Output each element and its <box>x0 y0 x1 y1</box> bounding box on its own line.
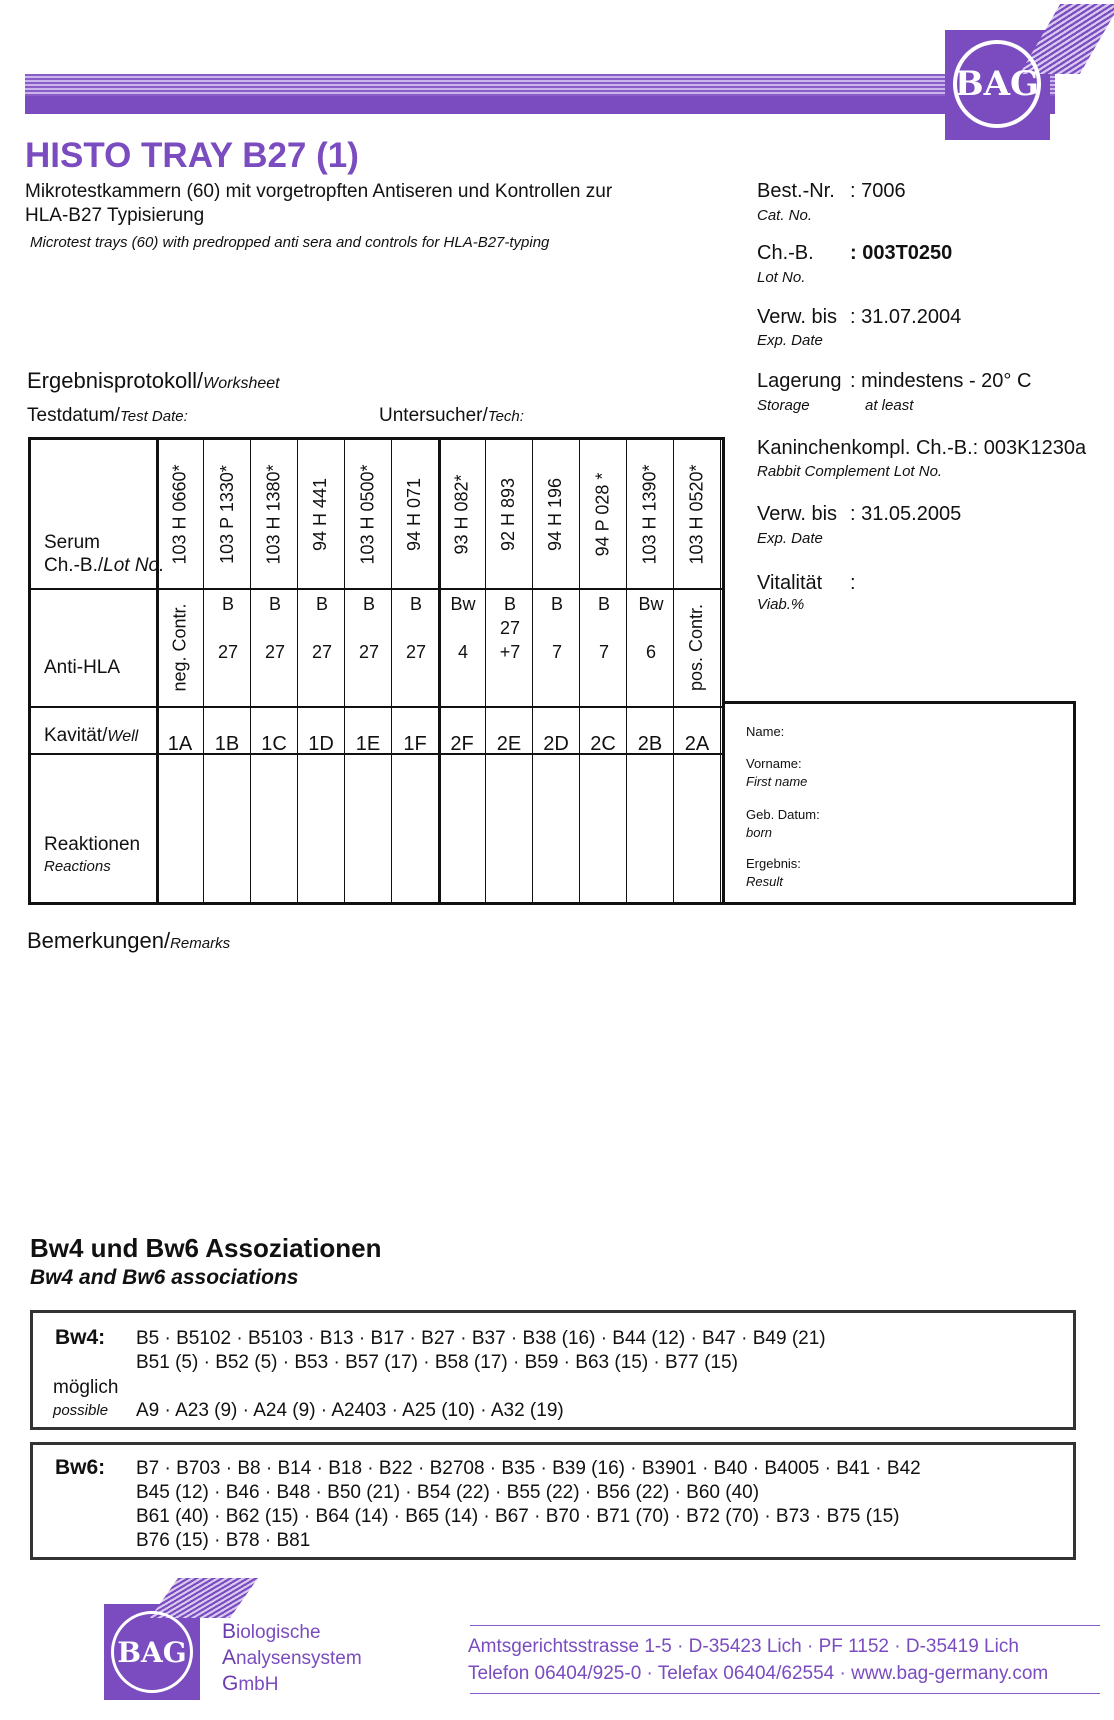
remarks-label: Bemerkungen/Remarks <box>27 928 231 953</box>
exp2-sub: Exp. Date <box>757 530 823 547</box>
well-cell: 1D <box>308 732 334 755</box>
storage-sub: Storage <box>757 397 810 414</box>
footer-address: Amtsgerichtsstrasse 1-5 · D-35423 Lich · PF 1152 · D-35419 Lich <box>468 1636 1019 1657</box>
storage-label: Lagerung <box>757 370 842 392</box>
reactions-label: Reaktionen <box>44 834 141 855</box>
reactions-label-en: Reactions <box>44 858 111 875</box>
firstname-label-en: First name <box>746 774 808 789</box>
lot-label: Ch.-B. <box>757 242 814 264</box>
anti-hla-cell: B 27 <box>405 594 427 662</box>
anti-hla-cell: B 27 +7 <box>499 594 521 662</box>
anti-hla-cell: B 27 <box>358 594 380 662</box>
assoc-heading: Bw4 und Bw6 Assoziationen <box>30 1233 382 1263</box>
exp-sub: Exp. Date <box>757 332 823 349</box>
anti-hla-cell: B 27 <box>264 594 286 662</box>
subtitle-en: Microtest trays (60) with predropped anti sera and controls for HLA-B27-typing <box>30 234 550 251</box>
well-cell: 1B <box>214 732 240 755</box>
header-stripe <box>25 74 1055 114</box>
well-cell: 1A <box>167 732 193 755</box>
subtitle-de-1: Mikrotestkammern (60) mit vorgetropften Antiseren und Kontrollen zur <box>25 181 613 202</box>
exp2-label: Verw. bis <box>757 503 838 525</box>
well-cell: 2E <box>496 732 522 755</box>
serum-lot-cell: 103 H 0660* <box>169 463 190 565</box>
serum-lot-cell: 94 P 028 * <box>592 472 613 556</box>
anti-hla-cell: neg. Contr. <box>169 602 190 692</box>
well-cell: 1F <box>403 732 427 755</box>
serum-lot-cell: 103 H 0500* <box>357 463 378 565</box>
rabbit-sub: Rabbit Complement Lot No. <box>757 463 943 480</box>
born-label: Geb. Datum: <box>746 807 820 822</box>
bag-logo: BAG <box>945 30 1050 140</box>
well-cell: 2F <box>450 732 474 755</box>
well-cell: 1C <box>261 732 287 755</box>
serum-lot-cell: 103 H 0520* <box>686 463 707 565</box>
cat-value: : 7006 <box>850 180 906 202</box>
worksheet-table <box>28 437 725 905</box>
anti-hla-label: Anti-HLA <box>44 657 121 678</box>
anti-hla-cell: B 27 <box>311 594 333 662</box>
vital-sub: Viab.% <box>757 596 805 613</box>
bw4-line-1: B5 · B5102 · B5103 · B13 · B17 · B27 · B37 · B38 (16) · B44 (12) · B47 · B49 (21) <box>136 1328 826 1349</box>
bw6-line-1: B7 · B703 · B8 · B14 · B18 · B22 · B2708 · B35 · B39 (16) · B3901 · B40 · B4005 · B41 · B42 <box>136 1458 921 1479</box>
cat-label: Best.-Nr. <box>757 180 835 202</box>
name-label: Name: <box>746 724 785 739</box>
serum-lot-cell: 103 P 1330* <box>216 464 237 564</box>
serum-lot-cell: 94 H 196 <box>545 477 566 551</box>
anti-hla-cell: B 7 <box>550 594 563 662</box>
tech-label: Untersucher/Tech: <box>379 405 524 426</box>
possible-label: möglich <box>53 1377 119 1398</box>
serum-lot-cell: 103 H 1380* <box>263 463 284 565</box>
document-title: HISTO TRAY B27 (1) <box>25 136 359 175</box>
lot-value: : 003T0250 <box>850 242 953 264</box>
serum-lot-cell: 94 H 071 <box>404 477 425 551</box>
exp2-value: : 31.05.2005 <box>850 503 962 525</box>
vital-value: : <box>850 572 856 594</box>
possible-line: A9 · A23 (9) · A24 (9) · A2403 · A25 (10) · A32 (19) <box>136 1400 564 1421</box>
lot-sub: Lot No. <box>757 269 806 286</box>
serum-label: Serum <box>44 532 100 553</box>
footer-logo: BAG <box>104 1604 200 1700</box>
serum-lot-cell: 92 H 893 <box>498 477 519 551</box>
serum-lot-cell: 93 H 082* <box>451 473 472 555</box>
bw6-line-2: B45 (12) · B46 · B48 · B50 (21) · B54 (22) · B55 (22) · B56 (22) · B60 (40) <box>136 1482 760 1503</box>
company-line-3: GmbH <box>222 1672 279 1695</box>
lot-no-label: Ch.-B./Lot No. <box>44 555 165 576</box>
possible-label-en: possible <box>53 1402 109 1419</box>
rabbit-label: Kaninchenkompl. Ch.-B.: 003K1230a <box>757 437 1087 459</box>
born-label-en: born <box>746 825 773 840</box>
bw6-label: Bw6: <box>55 1456 106 1479</box>
bw6-line-4: B76 (15) · B78 · B81 <box>136 1530 311 1551</box>
test-date-label: Testdatum/Test Date: <box>27 405 188 426</box>
bw6-line-3: B61 (40) · B62 (15) · B64 (14) · B65 (14) · B67 · B70 · B71 (70) · B72 (70) · B73 · B75 (15) <box>136 1506 900 1527</box>
cat-sub: Cat. No. <box>757 207 813 224</box>
company-line-2: Analysensystem <box>222 1646 362 1669</box>
well-cell: 1E <box>355 732 381 755</box>
well-cell: 2A <box>684 732 710 755</box>
anti-hla-cell: pos. Contr. <box>686 603 707 691</box>
patient-box <box>725 701 1076 905</box>
bw4-line-2: B51 (5) · B52 (5) · B53 · B57 (17) · B58 (17) · B59 · B63 (15) · B77 (15) <box>136 1352 738 1373</box>
bw6-box <box>30 1442 1076 1560</box>
well-cell: 2C <box>590 732 616 755</box>
company-line-1: Biologische <box>222 1620 321 1643</box>
subtitle-de-2: HLA-B27 Typisierung <box>25 205 205 226</box>
bw4-label: Bw4: <box>55 1326 106 1349</box>
result-label-en: Result <box>746 874 783 889</box>
well-label: Kavität/Well <box>44 725 139 746</box>
anti-hla-cell: B 7 <box>597 594 610 662</box>
vital-label: Vitalität <box>757 572 823 594</box>
serum-lot-cell: 103 H 1390* <box>639 463 660 565</box>
storage-value-sub: at least <box>865 397 914 414</box>
firstname-label: Vorname: <box>746 756 802 771</box>
worksheet-heading: Ergebnisprotokoll/Worksheet <box>27 368 280 393</box>
anti-hla-cell: Bw 4 <box>450 594 476 662</box>
bw4-box <box>30 1310 1076 1430</box>
assoc-heading-en: Bw4 and Bw6 associations <box>30 1266 299 1289</box>
well-cell: 2D <box>543 732 569 755</box>
serum-lot-cell: 94 H 441 <box>310 477 331 551</box>
storage-value: : mindestens - 20° C <box>850 370 1032 392</box>
exp-label: Verw. bis <box>757 306 838 328</box>
footer-phone: Telefon 06404/925-0 · Telefax 06404/62554 · www.bag-germany.com <box>468 1663 1049 1684</box>
anti-hla-cell: B 27 <box>217 594 239 662</box>
anti-hla-cell: Bw 6 <box>638 594 664 662</box>
exp-value: : 31.07.2004 <box>850 306 962 328</box>
well-cell: 2B <box>637 732 663 755</box>
result-label: Ergebnis: <box>746 856 801 871</box>
